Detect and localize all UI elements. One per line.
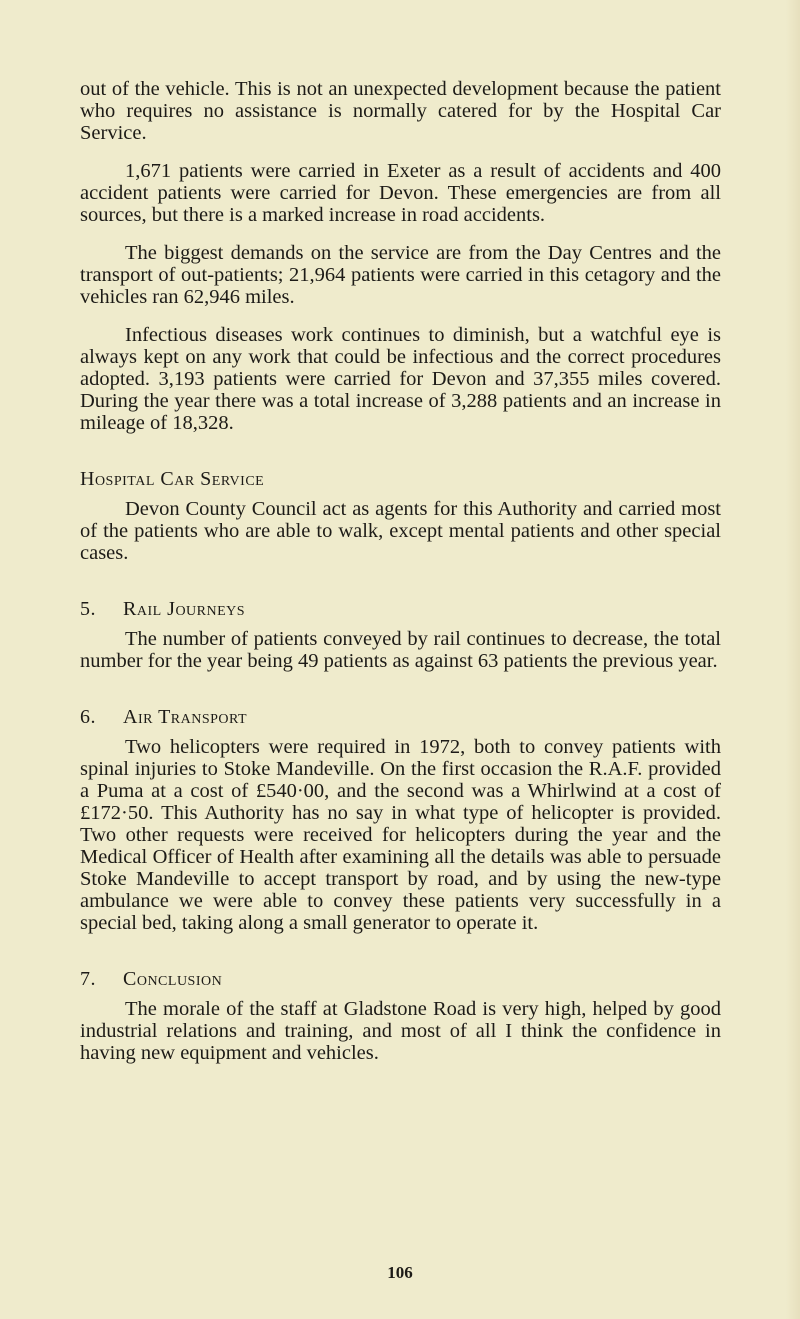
section-number: 6. bbox=[80, 706, 96, 728]
section-number: 5. bbox=[80, 598, 96, 620]
paragraph-hospital-car-service: Devon County Council act as agents for this Authority and carried most of the patients who are able to walk, except mental patients and other special cases. bbox=[80, 498, 721, 564]
heading-air-transport bbox=[80, 706, 721, 728]
heading-conclusion bbox=[80, 968, 721, 990]
section-number: 7. bbox=[80, 968, 96, 990]
paragraph-accidents: 1,671 patients were carried in Exeter as a result of accidents and 400 accident patients were carried for Devon. These emergencies are from all sources, but there is a marked increase in road accidents. bbox=[80, 160, 721, 226]
heading-title: Air Transport bbox=[123, 706, 248, 728]
paragraph-day-centres: The biggest demands on the service are from the Day Centres and the transport of out-patients; 21,964 patients were carried in this cetagory and the vehicles ran 62,946 miles. bbox=[80, 242, 721, 308]
heading-hospital-car-service bbox=[80, 468, 721, 490]
heading-title: Conclusion bbox=[123, 968, 223, 990]
paragraph-conclusion: The morale of the staff at Gladstone Road is very high, helped by good industrial relations and training, and most of all I think the confidence in having new equipment and vehicles. bbox=[80, 998, 721, 1064]
page-number: 106 bbox=[387, 1263, 413, 1282]
paragraph-rail-journeys: The number of patients conveyed by rail continues to decrease, the total number for the year being 49 patients as against 63 patients the previous year. bbox=[80, 628, 721, 672]
paragraph-air-transport: Two helicopters were required in 1972, both to convey patients with spinal injuries to Stoke Mandeville. On the first occasion the R.A.F. provided a Puma at a cost of £540·00, and the second was a Whirlwind at a cost of £172·50. This Authority has no say in what type of helicopter is provided. Two other requests were received for helicopters during the year and the Medical Officer of Health after examining all the details was able to persuade Stoke Mandeville to accept transport by road, and by using the new-type ambulance we were able to convey these patients very successfully in a special bed, taking along a small generator to operate it. bbox=[80, 736, 721, 934]
paragraph-vehicle-development: out of the vehicle. This is not an unexpected development because the patient who requires no assistance is normally catered for by the Hospital Car Service. bbox=[80, 78, 721, 144]
page-edge bbox=[786, 0, 800, 1319]
heading-title: Hospital Car Service bbox=[80, 468, 265, 490]
document-page bbox=[80, 78, 721, 1064]
heading-rail-journeys bbox=[80, 598, 721, 620]
paragraph-infectious-diseases: Infectious diseases work continues to diminish, but a watchful eye is always kept on any work that could be infectious and the correct procedures adopted. 3,193 patients were carried for Devon and 37,355 miles covered. During the year there was a total increase of 3,288 patients and an increase in mileage of 18,328. bbox=[80, 324, 721, 434]
heading-title: Rail Journeys bbox=[123, 598, 246, 620]
